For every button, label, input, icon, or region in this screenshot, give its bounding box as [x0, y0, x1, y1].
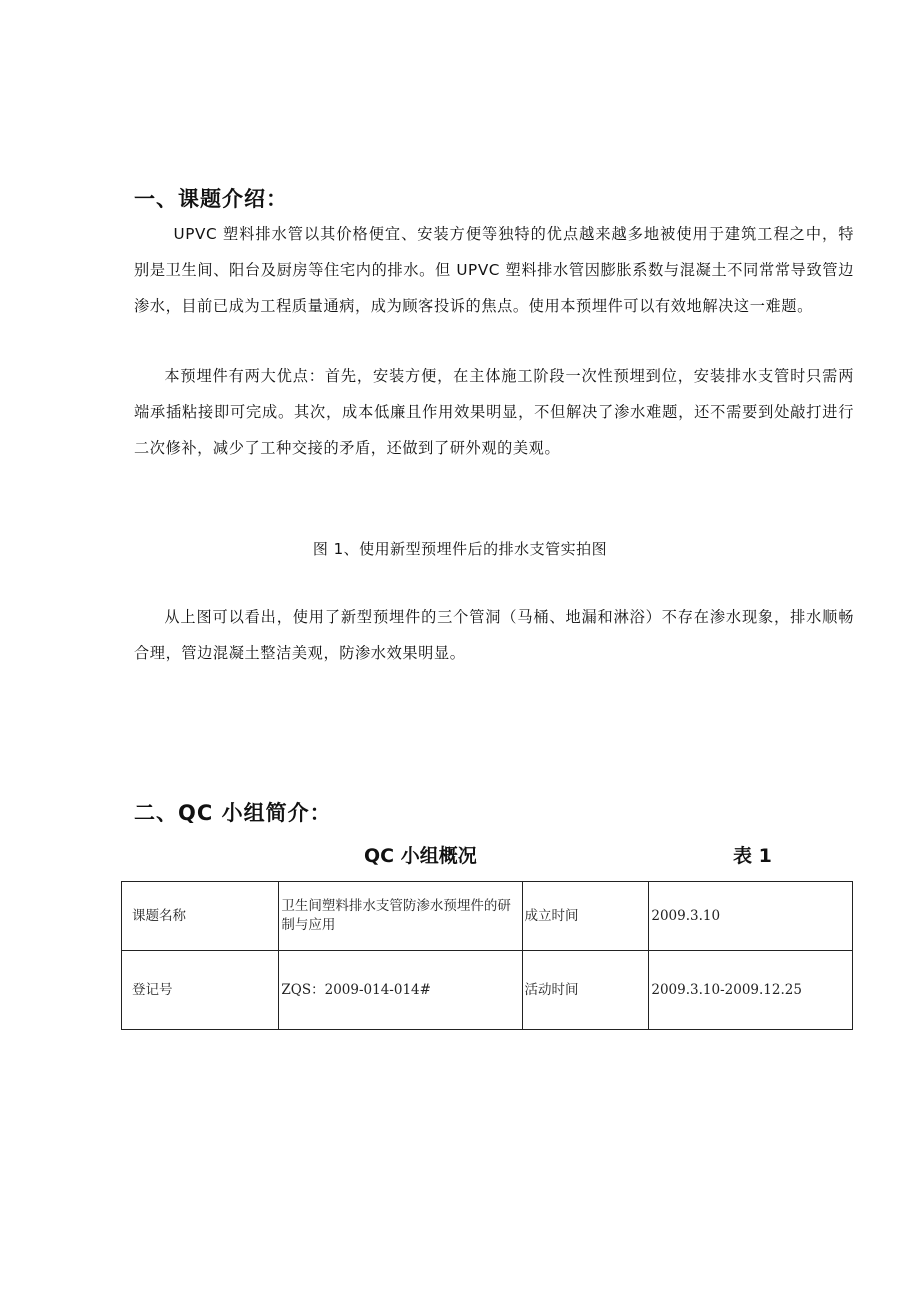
table-cell: 登记号 — [122, 951, 279, 1030]
section1-paragraph-1: UPVC 塑料排水管以其价格便宜、安装方便等独特的优点越来越多地被使用于建筑工程之中，特别是卫生间、阳台及厨房等住宅内的排水。但 UPVC 塑料排水管因膨胀系数与混凝土不同常常导致管边渗水，目前已成为工程质量通病，成为顾客投诉的焦点。使用本预埋件可以有效地解决这一难题。 — [134, 225, 854, 315]
figure-caption: 图 1、使用新型预埋件后的排水支管实拍图 — [312, 540, 608, 558]
table-number: 表 1 — [733, 845, 772, 867]
section2-heading: 二、QC 小组简介： — [134, 801, 332, 825]
qc-group-table — [121, 881, 853, 1030]
table-cell: 2009.3.10 — [649, 882, 853, 951]
section1-paragraph-2: 本预埋件有两大优点：首先，安装方便，在主体施工阶段一次性预埋到位，安装排水支管时只需两端承插粘接即可完成。其次，成本低廉且作用效果明显，不但解决了渗水难题，还不需要到处敲打进行二次修补，减少了工种交接的矛盾，还做到了研外观的美观。 — [134, 367, 854, 457]
section1-paragraph-3: 从上图可以看出，使用了新型预埋件的三个管洞（马桶、地漏和淋浴）不存在渗水现象，排水顺畅合理，管边混凝土整洁美观，防渗水效果明显。 — [134, 608, 854, 662]
table-cell: 成立时间 — [522, 882, 649, 951]
table-cell: 课题名称 — [122, 882, 279, 951]
table-row — [122, 882, 853, 951]
section1-heading: 一、课题介绍： — [134, 187, 288, 211]
table-row — [122, 951, 853, 1030]
table-title: QC 小组概况 — [364, 845, 477, 867]
table-cell: 活动时间 — [522, 951, 649, 1030]
table-cell: 2009.3.10-2009.12.25 — [649, 951, 853, 1030]
table-cell: 卫生间塑料排水支管防渗水预埋件的研制与应用 — [279, 882, 522, 951]
table-cell: ZQS：2009-014-014# — [279, 951, 522, 1030]
